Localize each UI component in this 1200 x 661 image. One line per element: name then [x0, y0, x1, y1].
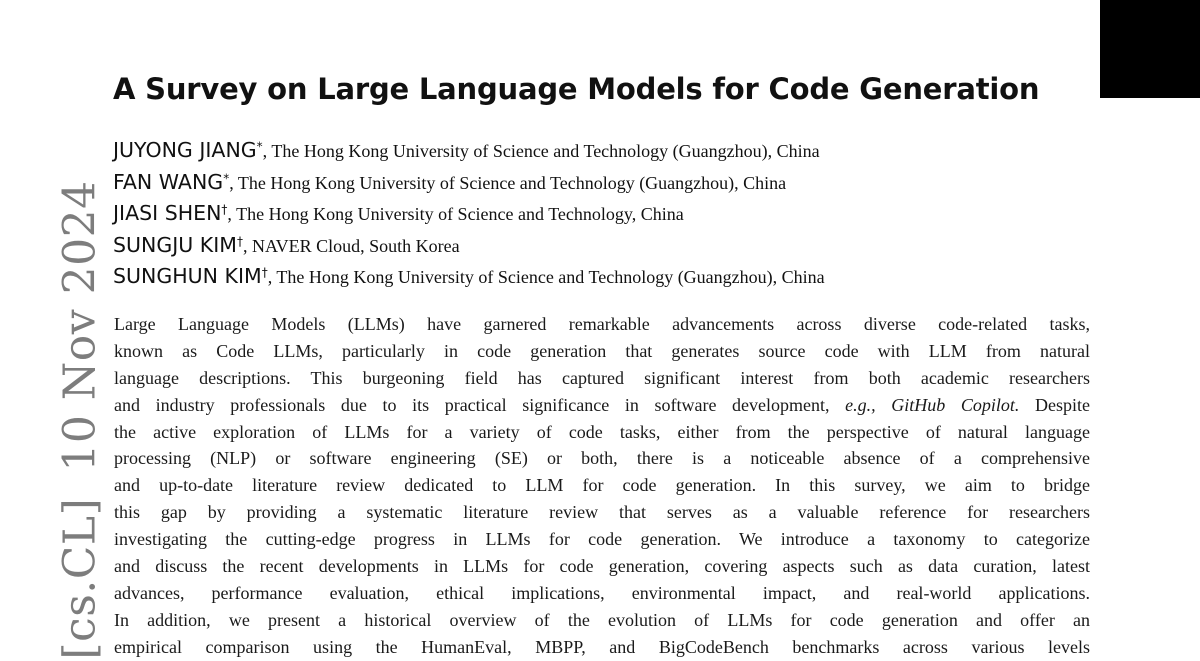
abstract-text: Despite: [1019, 394, 1091, 415]
abstract-text: and industry professionals due to its practical significance in software development,: [114, 394, 846, 415]
author-mark: †: [261, 265, 268, 280]
author-mark: †: [221, 202, 228, 217]
abstract-line: In addition, we present a historical overview of the evolution of LLMs for code generation and offer an: [114, 609, 1090, 630]
author-entry: FAN WANG*, The Hong Kong University of Science and Technology (Guangzhou), China: [113, 169, 787, 194]
abstract-line: Large Language Models (LLMs) have garnered remarkable advancements across diverse code-related tasks,: [114, 314, 1090, 334]
author-entry: SUNGJU KIM†, NAVER Cloud, South Korea: [113, 232, 460, 257]
author-name: FAN WANG: [113, 169, 224, 194]
abstract-line: known as Code LLMs, particularly in code generation that generates source code with LLM from natural: [114, 340, 1090, 361]
author-entry: JIASI SHEN†, The Hong Kong University of Science and Technology, China: [113, 201, 684, 225]
author-name: SUNGHUN KIM: [113, 264, 262, 288]
arxiv-side-stamp: [55, 180, 106, 659]
abstract-line: [114, 392, 1090, 419]
abstract-line: empirical comparison using the HumanEval, MBPP, and BigCodeBench benchmarks across various levels: [114, 636, 1090, 657]
author-affiliation: The Hong Kong University of Science and Technology (Guangzhou), China: [271, 141, 820, 161]
abstract-line: investigating the cutting-edge progress in LLMs for code generation. We introduce a taxonomy to categorize: [114, 529, 1090, 550]
author-mark: †: [236, 234, 243, 249]
abstract-line: this gap by providing a systematic literature review that serves as a valuable reference for researchers: [114, 502, 1090, 523]
page-corner-tab: [1100, 0, 1200, 98]
abstract-example: e.g., GitHub Copilot.: [845, 394, 1020, 415]
author-affiliation: The Hong Kong University of Science and Technology, China: [236, 204, 684, 224]
paper-title: A Survey on Large Language Models for Code Generation: [113, 72, 1040, 106]
arxiv-date: 10 Nov 2024: [54, 180, 106, 472]
abstract-line: advances, performance evaluation, ethical implications, environmental impact, and real-world applications.: [114, 582, 1090, 603]
arxiv-category: [cs.CL]: [54, 497, 106, 660]
author-mark: *: [256, 139, 263, 154]
abstract: [114, 311, 1090, 661]
author-entry: JUYONG JIANG*, The Hong Kong University of Science and Technology (Guangzhou), China: [113, 138, 820, 162]
author-affiliation: The Hong Kong University of Science and Technology (Guangzhou), China: [276, 267, 825, 287]
author-name: JIASI SHEN: [113, 201, 222, 225]
abstract-line: the active exploration of LLMs for a variety of code tasks, either from the perspective of natural language: [114, 421, 1090, 442]
abstract-line: processing (NLP) or software engineering (SE) or both, there is a noticeable absence of a comprehensive: [114, 448, 1090, 469]
author-list: [113, 138, 825, 296]
author-entry: SUNGHUN KIM†, The Hong Kong University of Science and Technology (Guangzhou), China: [113, 264, 825, 288]
author-affiliation: The Hong Kong University of Science and Technology (Guangzhou), China: [237, 172, 787, 193]
author-affiliation: NAVER Cloud, South Korea: [251, 235, 460, 256]
author-name: JUYONG JIANG: [113, 138, 257, 162]
author-name: SUNGJU KIM: [113, 232, 237, 257]
abstract-line: language descriptions. This burgeoning field has captured significant interest from both academic researchers: [114, 367, 1090, 388]
abstract-line: and up-to-date literature review dedicated to LLM for code generation. In this survey, we aim to bridge: [114, 475, 1090, 496]
abstract-line: and discuss the recent developments in LLMs for code generation, covering aspects such as data curation, latest: [114, 556, 1090, 577]
author-mark: *: [223, 171, 230, 186]
